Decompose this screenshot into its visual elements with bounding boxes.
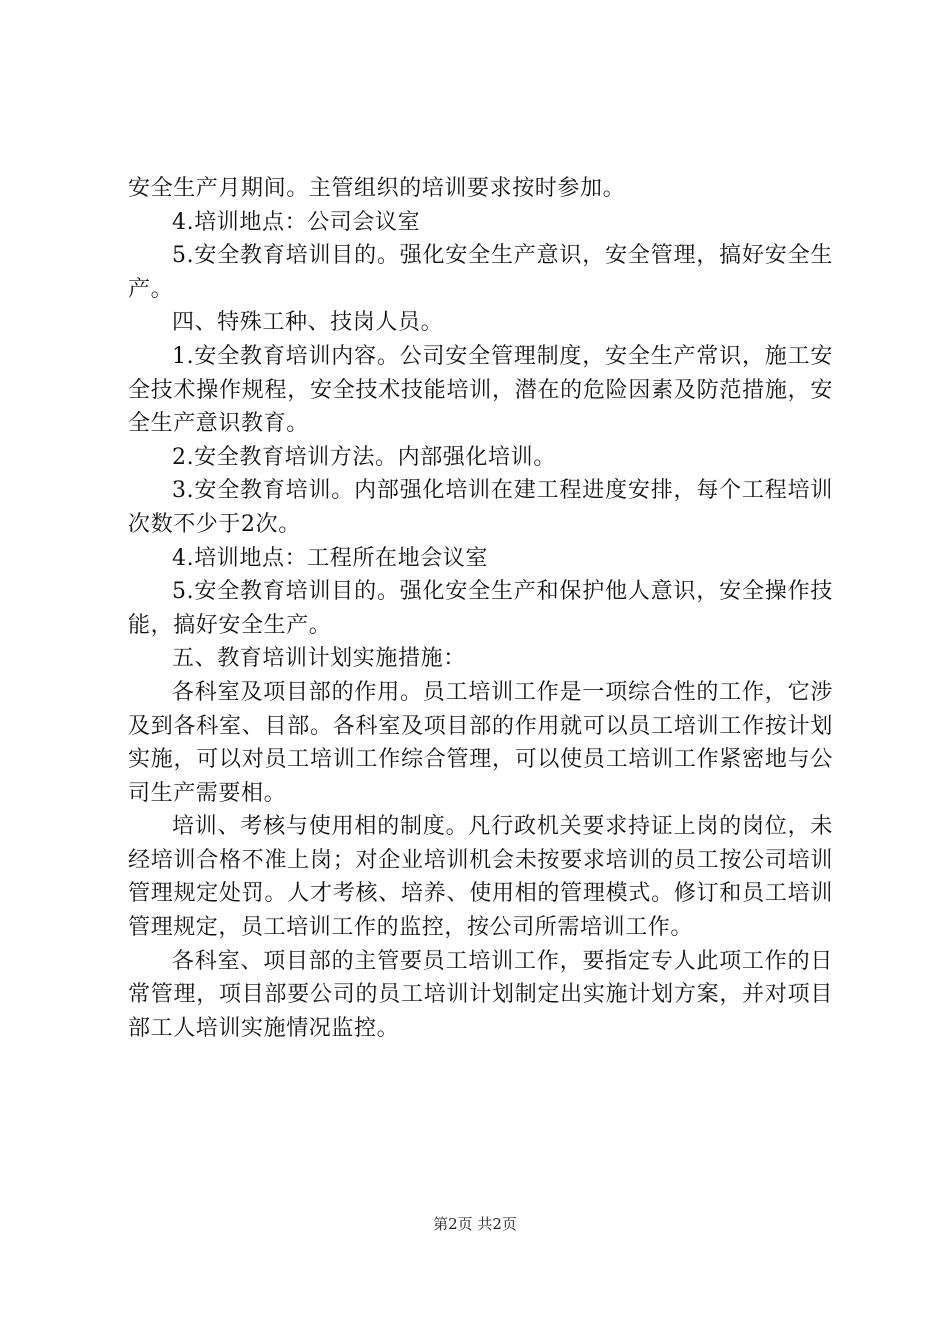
paragraph-training-location-1: 4.培训地点：公司会议室 xyxy=(172,209,421,235)
paragraph-training-content: 1.安全教育培训内容。公司安全管理制度，安全生产常识，施工安全技术操作规程，安全技术技能培训，潜在的危险因素及防范措施，安全生产意识教育。 xyxy=(128,343,833,437)
paragraph-department-role: 各科室及项目部的作用。员工培训工作是一项综合性的工作，它涉及到各科室、目部。各科室及项目部的作用就可以员工培训工作按计划实施，可以对员工培训工作综合管理，可以使员工培训工作紧密地与公司生产需要相。 xyxy=(128,679,833,806)
document-body xyxy=(128,172,833,1045)
paragraph-training-purpose-2: 5.安全教育培训目的。强化安全生产和保护他人意识，安全操作技能，搞好安全生产。 xyxy=(128,579,833,638)
paragraph-management-duties: 各科室、项目部的主管要员工培训工作，要指定专人此项工作的日常管理，项目部要公司的员工培训计划制定出实施计划方案，并对项目部工人培训实施情况监控。 xyxy=(128,948,833,1041)
paragraph-continuation: 安全生产月期间。主管组织的培训要求按时参加。 xyxy=(128,176,626,201)
paragraph-training-method: 2.安全教育培训方法。内部强化培训。 xyxy=(172,444,556,470)
section-heading-special-workers: 四、特殊工种、技岗人员。 xyxy=(172,310,444,336)
section-heading-implementation: 五、教育培训计划实施措施： xyxy=(172,646,466,672)
paragraph-assessment-system: 培训、考核与使用相的制度。凡行政机关要求持证上岗的岗位，未经培训合格不准上岗；对企业培训机会未按要求培训的员工按公司培训管理规定处罚。人才考核、培养、使用相的管理模式。修订和员工培训管理规定，员工培训工作的监控，按公司所需培训工作。 xyxy=(128,814,833,941)
paragraph-training-purpose-1: 5.安全教育培训目的。强化安全生产意识，安全管理，搞好安全生产。 xyxy=(128,243,833,302)
page-footer xyxy=(0,1213,950,1235)
page-number: 第2页 xyxy=(433,1215,473,1233)
paragraph-training-location-2: 4.培训地点：工程所在地会议室 xyxy=(172,545,488,571)
page-total: 共2页 xyxy=(477,1215,517,1233)
paragraph-training-schedule: 3.安全教育培训。内部强化培训在建工程进度安排，每个工程培训次数不少于2次。 xyxy=(128,478,833,537)
